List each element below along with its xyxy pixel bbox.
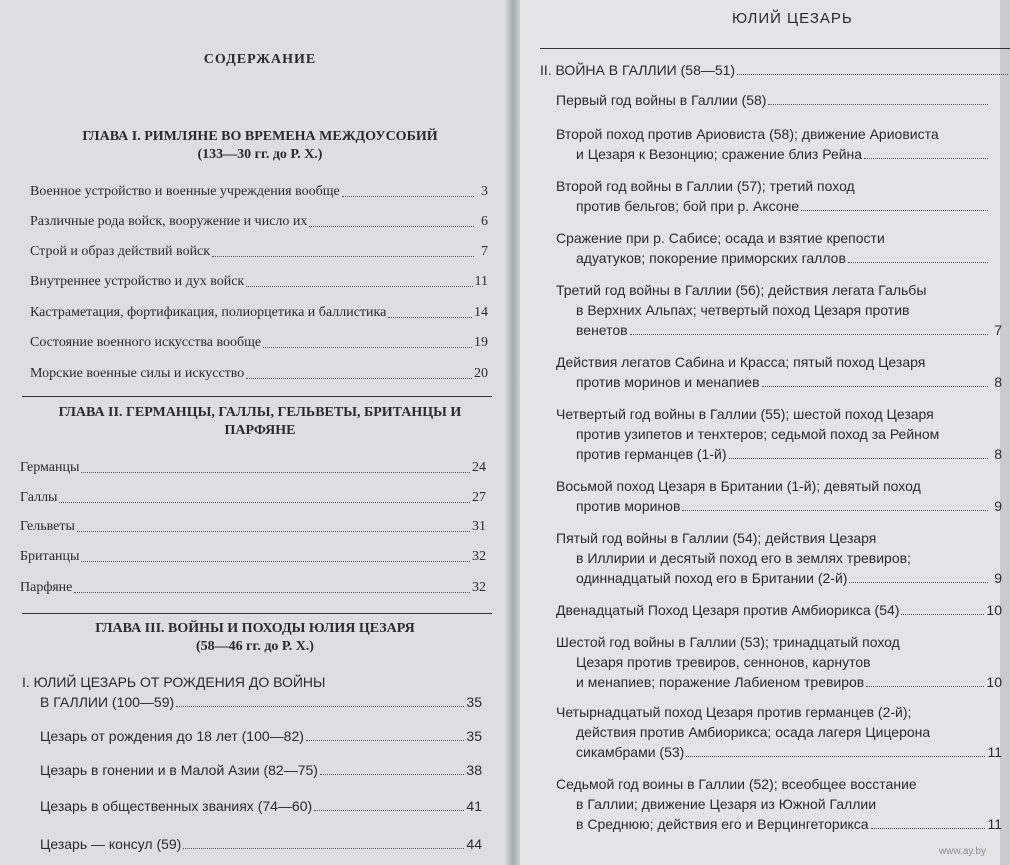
page-number: 44 — [466, 836, 482, 852]
entry-text: в Галлии; движение Цезаря из Южной Галлии — [576, 796, 877, 812]
toc-entry — [30, 182, 488, 202]
divider-rule — [22, 613, 492, 614]
page-number: 10 — [986, 602, 1002, 618]
entry-text: против германцев (1-й) — [576, 446, 727, 462]
toc-entry — [556, 404, 1002, 464]
toc-entry — [30, 272, 488, 292]
entry-text: Цезарь в общественных званиях (74—60) — [40, 798, 313, 814]
toc-entry — [30, 242, 488, 262]
page-number: 32 — [472, 580, 486, 595]
entry-text: Цезарь в гонении и в Малой Азии (82—75) — [40, 762, 318, 778]
chapter-3-dates: (58—46 гг. до Р. Х.) — [196, 638, 314, 654]
entry-text: Первый год войны в Галлии (58) — [556, 92, 767, 108]
entry-text: Кастраметация, фортификация, полиорцетика и баллистика — [30, 305, 387, 320]
dot-leader — [762, 385, 988, 387]
dot-leader — [768, 103, 988, 105]
toc-entry — [20, 517, 486, 537]
book-gutter — [505, 0, 520, 865]
entry-text: Сражение при р. Сабисе; осада и взятие крепости — [556, 230, 885, 246]
toc-entry — [556, 702, 1002, 762]
page-number: 32 — [472, 549, 486, 564]
entry-text: и менапиев; поражение Лабиеном тревиров — [576, 674, 865, 690]
toc-entry — [40, 760, 482, 780]
page-number: 6 — [481, 214, 488, 229]
section-1-entry — [22, 672, 482, 712]
dot-leader — [176, 705, 464, 707]
toc-entry — [556, 124, 1002, 164]
entry-text: Двенадцатый Поход Цезаря против Амбиорикса (54) — [556, 602, 900, 618]
dot-leader — [871, 827, 986, 829]
dot-leader — [320, 773, 465, 775]
page-number: 35 — [466, 694, 482, 710]
entry-text: Военное устройство и военные учреждения вообще — [30, 184, 340, 199]
toc-entry — [40, 796, 482, 816]
page-number: 10 — [986, 674, 1002, 690]
page-number: 27 — [472, 490, 486, 505]
section-1-line-1: I. ЮЛИЙ ЦЕЗАРЬ ОТ РОЖДЕНИЯ ДО ВОЙНЫ — [22, 674, 326, 690]
toc-entry — [556, 528, 1002, 588]
dot-leader — [81, 471, 470, 473]
section-2-title: II. ВОЙНА В ГАЛЛИИ (58—51) — [540, 62, 736, 78]
dot-leader — [729, 457, 989, 459]
dot-leader — [246, 377, 472, 379]
dot-leader — [77, 530, 470, 532]
entry-text: Гельветы — [20, 519, 75, 534]
entry-text: Парфяне — [20, 580, 73, 595]
entry-text: действия против Амбиорикса; осада лагеря Цицерона — [576, 724, 931, 740]
entry-text: Внутреннее устройство и дух войск — [30, 274, 245, 289]
toc-entry — [20, 547, 486, 567]
toc-entry — [20, 458, 486, 478]
contents-title: СОДЕРЖАНИЕ — [203, 52, 317, 67]
dot-leader — [263, 346, 472, 348]
toc-entry — [40, 726, 482, 746]
entry-text: Шестой год войны в Галлии (53); тринадцатый поход — [556, 634, 900, 650]
dot-leader — [342, 195, 474, 197]
chapter-1-title: ГЛАВА I. РИМЛЯНЕ ВО ВРЕМЕНА МЕЖДОУСОБИЙ — [82, 129, 438, 144]
entry-text: Восьмой поход Цезаря в Британии (1-й); девятый поход — [556, 478, 921, 494]
dot-leader — [866, 685, 984, 687]
dot-leader — [849, 581, 988, 583]
right-page — [520, 0, 1000, 865]
entry-text: Галлы — [20, 490, 58, 505]
dot-leader — [81, 560, 470, 562]
dot-leader — [901, 613, 984, 615]
dot-leader — [59, 501, 470, 503]
dot-leader — [630, 333, 988, 335]
entry-text: Третий год войны в Галлии (56); действия легата Гальбы — [556, 282, 927, 298]
page-number: 35 — [466, 728, 482, 744]
page-number: 11 — [474, 274, 488, 289]
section-2-entry — [540, 60, 1010, 80]
toc-entry — [30, 333, 488, 353]
page-number: 11 — [987, 816, 1002, 832]
toc-entry — [556, 476, 1002, 516]
toc-entry — [20, 578, 486, 598]
entry-text: Строй и образ действий войск — [30, 244, 211, 259]
entry-text: против узипетов и тенхтеров; седьмой поход за Рейном — [576, 426, 940, 442]
entry-text: Состояние военного искусства вообще — [30, 335, 262, 350]
entry-text: Второй поход против Ариовиста (58); движение Ариовиста — [556, 126, 939, 142]
chapter-3-heading — [30, 620, 480, 655]
entry-text: в Среднюю; действия его и Верцингеторикса — [576, 816, 869, 832]
toc-entry — [556, 352, 1002, 392]
chapter-2-heading: ГЛАВА II. ГЕРМАНЦЫ, ГАЛЛЫ, ГЕЛЬВЕТЫ, БРИТАНЦЫ И ПАРФЯНЕ — [58, 405, 462, 438]
dot-leader — [74, 591, 470, 593]
page-number: 41 — [466, 798, 482, 814]
entry-text: адуатуков; покорение приморских галлов — [576, 250, 846, 266]
toc-entry — [556, 176, 1002, 216]
entry-text: сикамбрами (53) — [576, 744, 685, 760]
page-number: 8 — [994, 374, 1002, 390]
entry-text: в Иллирии и десятый поход его в землях тревиров; — [576, 550, 911, 566]
entry-text: Цезаря против тревиров, сеннонов, карнутов — [576, 654, 871, 670]
page-number: 7 — [994, 322, 1002, 338]
entry-text: Британцы — [20, 549, 80, 564]
dot-leader — [246, 285, 472, 287]
entry-text: Цезарь от рождения до 18 лет (100—82) — [40, 728, 304, 744]
toc-entry — [556, 280, 1002, 340]
chapter-1-dates: (133—30 гг. до Р. Х.) — [197, 146, 323, 162]
dot-leader — [309, 225, 474, 227]
dot-leader — [183, 847, 464, 849]
dot-leader — [864, 157, 988, 159]
toc-entry — [556, 632, 1002, 692]
divider-rule — [540, 48, 1010, 49]
dot-leader — [686, 755, 985, 757]
entry-text: венетов — [576, 322, 628, 338]
toc-entry — [30, 212, 488, 232]
entry-text: против бельгов; бой при р. Аксоне — [576, 198, 800, 214]
entry-text: Четырнадцатый поход Цезаря против германцев (2-й); — [556, 704, 912, 720]
page-number: 11 — [987, 744, 1002, 760]
entry-text: Седьмой год воины в Галлии (52); всеобщее восстание — [556, 776, 917, 792]
section-1-line-2: В ГАЛЛИИ (100—59) — [40, 694, 175, 710]
entry-text: Германцы — [20, 460, 80, 475]
dot-leader — [388, 316, 472, 318]
entry-text: Четвертый год войны в Галлии (55); шестой поход Цезаря — [556, 406, 934, 422]
watermark: www.ay.by — [938, 846, 986, 857]
page-number: 24 — [472, 460, 486, 475]
page-number: 14 — [474, 305, 488, 320]
toc-entry — [30, 303, 488, 323]
entry-text: против моринов — [576, 498, 681, 514]
entry-text: Второй год войны в Галлии (57); третий поход — [556, 178, 855, 194]
page-number: 3 — [481, 184, 488, 199]
dot-leader — [801, 209, 988, 211]
page-number: 31 — [472, 519, 486, 534]
toc-entry — [40, 834, 482, 854]
page-number: 7 — [481, 244, 488, 259]
toc-entry — [556, 774, 1002, 834]
page-number: 9 — [994, 570, 1002, 586]
entry-text: Различные рода войск, вооружение и число их — [30, 214, 308, 229]
dot-leader — [737, 73, 1008, 75]
page-number: 9 — [994, 498, 1002, 514]
running-head: ЮЛИЙ ЦЕЗАРЬ — [732, 10, 853, 27]
toc-entry — [20, 488, 486, 508]
toc-entry — [556, 90, 1002, 110]
toc-entry — [556, 600, 1002, 620]
entry-text: Морские военные силы и искусство — [30, 366, 245, 381]
dot-leader — [212, 255, 474, 257]
entry-text: одиннадцатый поход его в Британии (2-й) — [576, 570, 848, 586]
chapter-1-heading — [30, 128, 490, 163]
toc-entry — [556, 228, 1002, 268]
entry-text: Цезарь — консул (59) — [40, 836, 182, 852]
chapter-3-title: ГЛАВА III. ВОЙНЫ И ПОХОДЫ ЮЛИЯ ЦЕЗАРЯ — [95, 621, 415, 636]
entry-text: против моринов и менапиев — [576, 374, 760, 390]
divider-rule — [22, 396, 492, 397]
entry-text: Действия легатов Сабина и Красса; пятый поход Цезаря — [556, 354, 926, 370]
dot-leader — [682, 509, 988, 511]
dot-leader — [314, 809, 464, 811]
page-number: 20 — [474, 366, 488, 381]
entry-text: в Верхних Альпах; четвертый поход Цезаря против — [576, 302, 910, 318]
page-number: 38 — [466, 762, 482, 778]
dot-leader — [848, 261, 988, 263]
entry-text: Пятый год войны в Галлии (54); действия Цезаря — [556, 530, 877, 546]
toc-entry — [30, 364, 488, 384]
page-number: 8 — [994, 446, 1002, 462]
page-number: 19 — [474, 335, 488, 350]
dot-leader — [306, 739, 465, 741]
entry-text: и Цезаря к Везонцию; сражение близ Рейна — [576, 146, 863, 162]
